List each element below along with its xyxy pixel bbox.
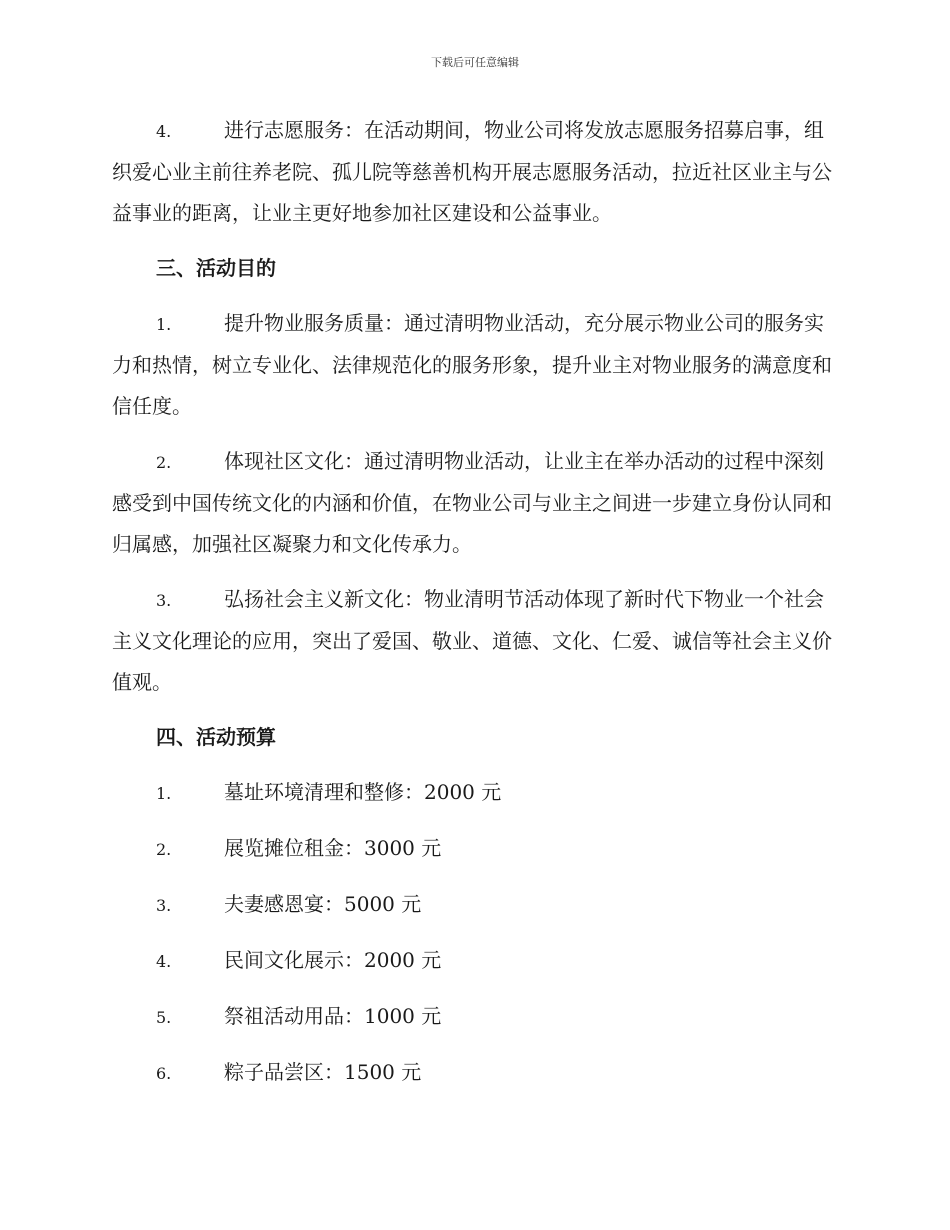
budget-item-text: 墓址环境清理和整修：2000 元 — [224, 780, 502, 804]
page-header: 下载后可任意编辑 — [431, 56, 519, 69]
budget-item-text: 展览摊位租金：3000 元 — [224, 836, 442, 860]
list-number: 6. — [156, 1064, 172, 1083]
budget-item-text: 祭祖活动用品：1000 元 — [224, 1004, 442, 1028]
list-number: 3. — [156, 896, 172, 915]
paragraph-text: 提升物业服务质量：通过清明物业活动，充分展示物业公司的服务实力和热情，树立专业化、法律规范化的服务形象，提升业主对物业服务的满意度和信任度。 — [112, 311, 832, 418]
list-number: 2. — [156, 840, 172, 859]
budget-item — [112, 996, 836, 1038]
paragraph-text: 体现社区文化：通过清明物业活动，让业主在举办活动的过程中深刻感受到中国传统文化的内涵和价值，在物业公司与业主之间进一步建立身份认同和归属感，加强社区凝聚力和文化传承力。 — [112, 449, 832, 556]
budget-item — [112, 772, 836, 814]
list-number: 4. — [156, 952, 172, 971]
paragraph-volunteer-service — [112, 110, 836, 234]
document-body — [112, 110, 836, 1108]
section-heading-budget: 四、活动预算 — [156, 725, 276, 749]
list-number: 1. — [156, 315, 172, 334]
budget-item — [112, 1052, 836, 1094]
list-item — [112, 579, 836, 703]
list-number: 5. — [156, 1008, 172, 1027]
list-number: 1. — [156, 784, 172, 803]
paragraph-text: 弘扬社会主义新文化：物业清明节活动体现了新时代下物业一个社会主义文化理论的应用，突出了爱国、敬业、道德、文化、仁爱、诚信等社会主义价值观。 — [112, 587, 832, 694]
paragraph-text: 进行志愿服务：在活动期间，物业公司将发放志愿服务招募启事，组织爱心业主前往养老院、孤儿院等慈善机构开展志愿服务活动，拉近社区业主与公益事业的距离，让业主更好地参加社区建设和公益事业。 — [112, 118, 832, 225]
list-number: 4. — [156, 122, 172, 141]
budget-item — [112, 884, 836, 926]
list-item — [112, 441, 836, 565]
section-heading-purpose: 三、活动目的 — [156, 256, 276, 280]
budget-item-text: 夫妻感恩宴：5000 元 — [224, 892, 422, 916]
budget-item — [112, 940, 836, 982]
budget-item-text: 粽子品尝区：1500 元 — [224, 1060, 422, 1084]
list-item — [112, 303, 836, 427]
budget-item-text: 民间文化展示：2000 元 — [224, 948, 442, 972]
list-number: 3. — [156, 591, 172, 610]
list-number: 2. — [156, 453, 172, 472]
budget-item — [112, 828, 836, 870]
